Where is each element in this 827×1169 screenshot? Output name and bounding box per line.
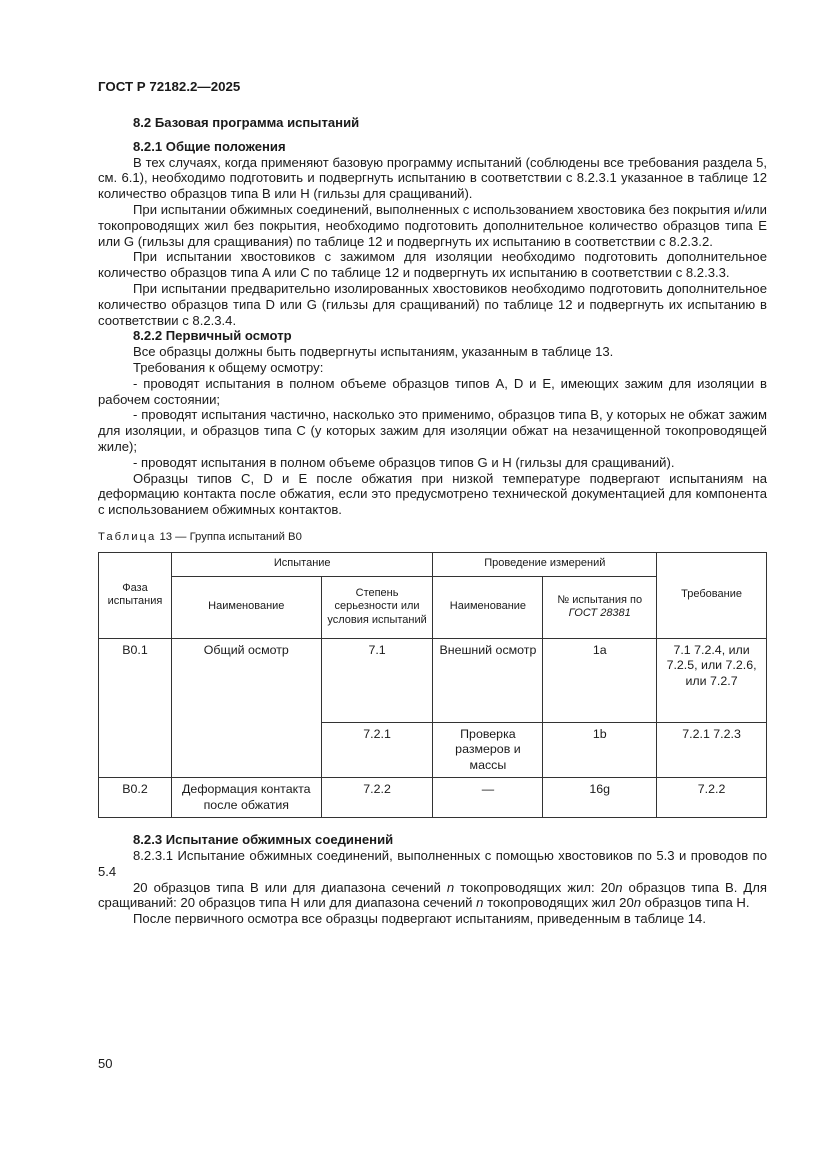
- text-run: образцов типа В. Для сращиваний: 20 образцов типа Н или для диапазона сечений: [98, 879, 767, 911]
- paragraph: [98, 880, 767, 912]
- text-run: токопроводящих жил 20: [483, 895, 634, 911]
- subsection-title-8-2-1: 8.2.1 Общие положения: [133, 138, 286, 154]
- list-item: - проводят испытания в полном объеме образцов типов А, D и Е, имеющих зажим для изоляции в рабочем состоянии;: [98, 375, 767, 407]
- header-test-name: Наименование: [171, 576, 321, 638]
- table-cell: 16g: [543, 778, 657, 818]
- text-run: образцов типа Н.: [641, 895, 750, 911]
- header-phase: Фаза испытания: [99, 552, 172, 638]
- list-item: - проводят испытания частично, насколько это применимо, образцов типа В, у которых не обжат зажим для изоляции, и образцов типа С (у которых зажим для изоляции обжат на незачищенной токопроводящей жиле);: [98, 407, 767, 454]
- header-severity: Степень серьезности или условия испытаний: [321, 576, 433, 638]
- list-item: - проводят испытания в полном объеме образцов типов G и Н (гильзы для сращиваний).: [133, 454, 675, 470]
- table-caption: [98, 530, 767, 546]
- section-title-8-2: 8.2 Базовая программа испытаний: [133, 115, 360, 130]
- table-cell: 7.2.1 7.2.3: [657, 722, 767, 778]
- table-cell: 7.2.1: [321, 722, 433, 778]
- table-cell: 1a: [543, 638, 657, 722]
- paragraph: При испытании хвостовиков с зажимом для изоляции необходимо подготовить дополнительное количество образцов типа А или С по таблице 12 и подвергнуть их испытанию в соответствии с 8.2.3.3.: [98, 249, 767, 281]
- subsection-title-8-2-3: 8.2.3 Испытание обжимных соединений: [133, 832, 394, 848]
- table-cell: 7.1: [321, 638, 433, 722]
- document-header: ГОСТ Р 72182.2—2025: [98, 79, 241, 94]
- table-caption-word: Таблица: [98, 530, 157, 543]
- header-gost-ref: ГОСТ 28381: [568, 607, 631, 620]
- header-gost-no: № испытания по ГОСТ 28381: [543, 576, 657, 638]
- table-cell: Деформация контакта после обжатия: [171, 778, 321, 818]
- header-measure-group: Проведение измерений: [433, 552, 657, 576]
- paragraph: После первичного осмотра все образцы подвергают испытаниям, приведенным в таблице 14.: [133, 911, 706, 927]
- variable-n: n: [476, 895, 484, 911]
- page-content: [98, 115, 767, 927]
- table-cell: 1b: [543, 722, 657, 778]
- text-run: 20 образцов типа В или для диапазона сечений: [133, 879, 447, 895]
- variable-n: n: [446, 879, 455, 895]
- paragraph: Требования к общему осмотру:: [133, 359, 324, 375]
- header-requirement: Требование: [657, 552, 767, 638]
- table-cell: —: [433, 778, 543, 818]
- table-cell: В0.1: [99, 638, 172, 778]
- header-measure-name: Наименование: [433, 576, 543, 638]
- paragraph: При испытании предварительно изолированных хвостовиков необходимо подготовить дополнительное количество образцов типа D или G (гильзы для сращиваний) по таблице 12 и подвергнуть их испытанию в соответствии с 8.2.3.4.: [98, 280, 767, 328]
- table-cell: 7.2.2: [657, 778, 767, 818]
- variable-n: n: [615, 879, 623, 895]
- paragraph: Образцы типов С, D и Е после обжатия при низкой температуре подвергают испытаниям на деформацию контакта после обжатия, если это предусмотрено технической документацией для компонента с использованием обжимных контактов.: [98, 470, 767, 518]
- paragraph: В тех случаях, когда применяют базовую программу испытаний (соблюдены все требования раздела 5, см. 6.1), необходимо подготовить и подвергнуть испытанию в соответствии с 8.2.3.1 указанное в таблице 12 количество образцов типа В или Н (гильзы для сращиваний).: [98, 154, 767, 202]
- table-caption-text: 13 — Группа испытаний В0: [159, 530, 302, 543]
- table-cell: Внешний осмотр: [433, 638, 543, 722]
- subsection-title-8-2-2: 8.2.2 Первичный осмотр: [133, 328, 292, 344]
- table-cell: 7.1 7.2.4, или 7.2.5, или 7.2.6, или 7.2.7: [657, 638, 767, 722]
- table-cell: В0.2: [99, 778, 172, 818]
- table-cell: Проверка размеров и массы: [433, 722, 543, 778]
- header-test-group: Испытание: [171, 552, 433, 576]
- table-cell: 7.2.2: [321, 778, 433, 818]
- text-run: токопроводящих жил: 20: [454, 879, 616, 895]
- test-group-table: [98, 552, 767, 819]
- paragraph: При испытании обжимных соединений, выполненных с использованием хвостовика без покрытия и/или токопроводящих жил без покрытия, необходимо подготовить дополнительное количество образцов типа Е или G (гильзы для сращивания) по таблице 12 и подвергнуть их испытанию в соответствии с 8.2.3.2.: [98, 201, 767, 249]
- table-cell: Общий осмотр: [171, 638, 321, 778]
- paragraph: Все образцы должны быть подвергнуты испытаниям, указанным в таблице 13.: [133, 344, 614, 360]
- paragraph: 8.2.3.1 Испытание обжимных соединений, выполненных с помощью хвостовиков по 5.3 и проводов по 5.4: [98, 848, 767, 879]
- page-number: 50: [98, 1056, 113, 1071]
- variable-n: n: [633, 895, 642, 911]
